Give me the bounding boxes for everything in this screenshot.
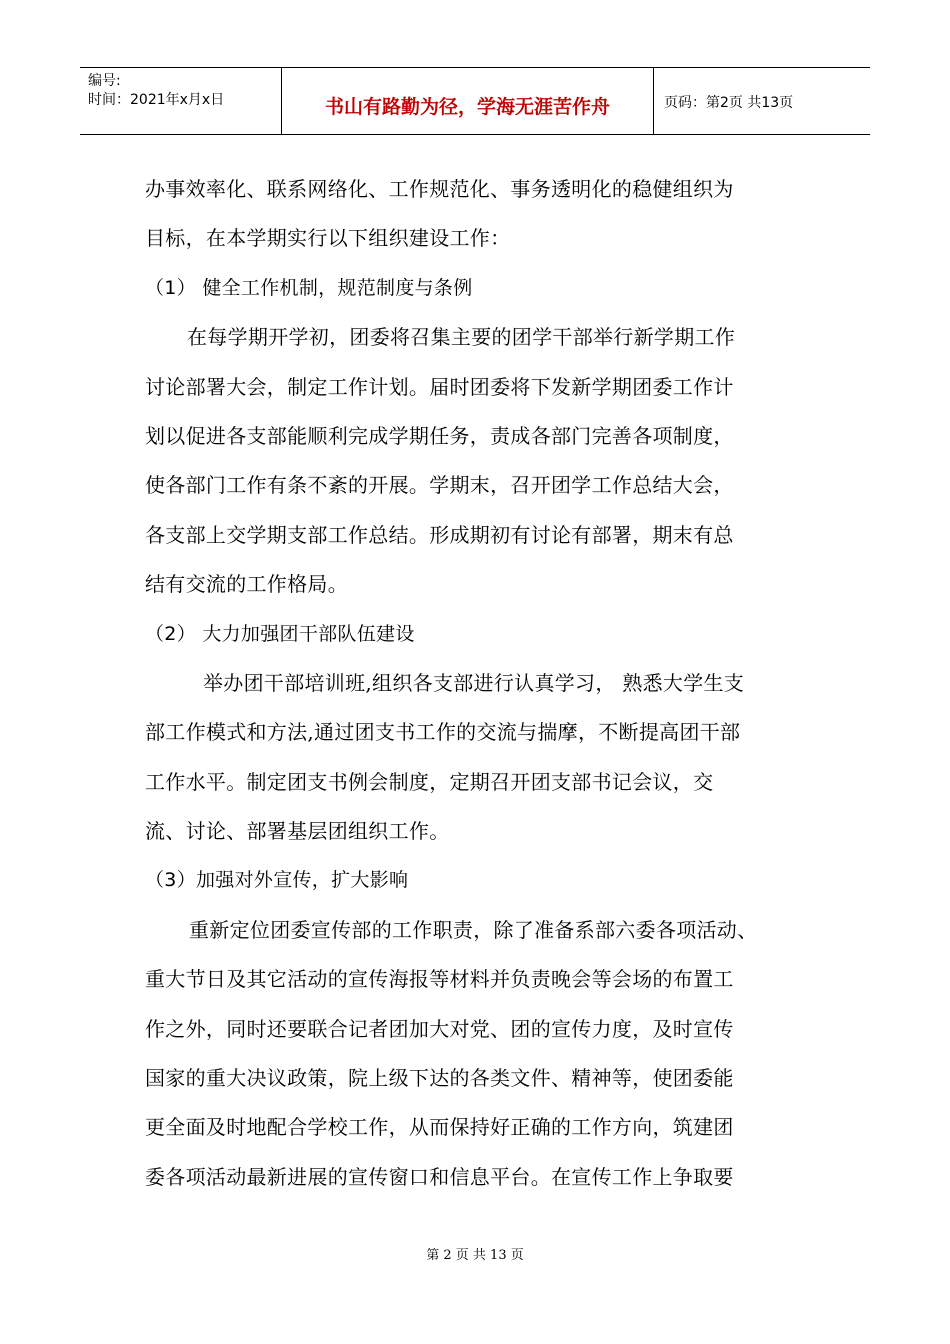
- body-line: 办事效率化、联系网络化、工作规范化、事务透明化的稳健组织为: [145, 177, 734, 201]
- body-line: 结有交流的工作格局。: [145, 572, 348, 597]
- page-info: 页码：第2页 共13页: [664, 95, 794, 111]
- section-heading-1: （1） 健全工作机制，规范制度与条例: [145, 276, 473, 299]
- body-line: 目标，在本学期实行以下组织建设工作：: [145, 226, 511, 251]
- body-line: 委各项活动最新进展的宣传窗口和信息平台。在宣传工作上争取要: [145, 1164, 734, 1189]
- body-line: 重新定位团委宣传部的工作职责，除了准备系部六委各项活动、: [189, 917, 758, 942]
- page-footer: [0, 1244, 950, 1263]
- body-line: 更全面及时地配合学校工作，从而保持好正确的工作方向，筑建团: [145, 1115, 734, 1140]
- document-body: [145, 165, 815, 1202]
- section-heading-2: （2） 大力加强团干部队伍建设: [145, 622, 415, 645]
- header-motto-cell: [282, 68, 654, 134]
- body-line: 重大节日及其它活动的宣传海报等材料并负责晚会等会场的布置工: [145, 967, 734, 992]
- body-line: 各支部上交学期支部工作总结。形成期初有讨论有部署，期末有总: [145, 522, 734, 547]
- date-label: 时间：2021年x月x日: [88, 92, 225, 108]
- body-line: 国家的重大决议政策，院上级下达的各类文件、精神等，使团委能: [145, 1066, 734, 1091]
- body-line: 在每学期开学初，团委将召集主要的团学干部举行新学期工作: [187, 325, 736, 350]
- motto-text: 书山有路勤为径，学海无涯苦作舟: [324, 95, 610, 118]
- header-page-cell: [654, 68, 870, 134]
- body-line: 举办团干部培训班,组织各支部进行认真学习， 熟悉大学生支: [203, 670, 745, 695]
- header-meta-cell: [80, 68, 282, 134]
- page-header: [80, 67, 870, 135]
- body-line: 划以促进各支部能顺利完成学期任务，责成各部门完善各项制度，: [145, 423, 734, 448]
- body-line: 作之外，同时还要联合记者团加大对党、团的宣传力度，及时宣传: [145, 1016, 734, 1041]
- section-heading-3: （3）加强对外宣传，扩大影响: [145, 869, 409, 892]
- body-line: 工作水平。制定团支书例会制度，定期召开团支部书记会议，交: [145, 769, 714, 794]
- body-line: 流、讨论、部署基层团组织工作。: [145, 819, 450, 844]
- body-line: 部工作模式和方法,通过团支书工作的交流与揣摩，不断提高团干部: [145, 720, 741, 745]
- body-line: 讨论部署大会，制定工作计划。届时团委将下发新学期团委工作计: [145, 374, 734, 399]
- footer-page-number: 第 2 页 共 13 页: [426, 1248, 524, 1263]
- number-label: 编号:: [88, 73, 121, 89]
- body-line: 使各部门工作有条不紊的开展。学期末，召开团学工作总结大会，: [145, 473, 734, 498]
